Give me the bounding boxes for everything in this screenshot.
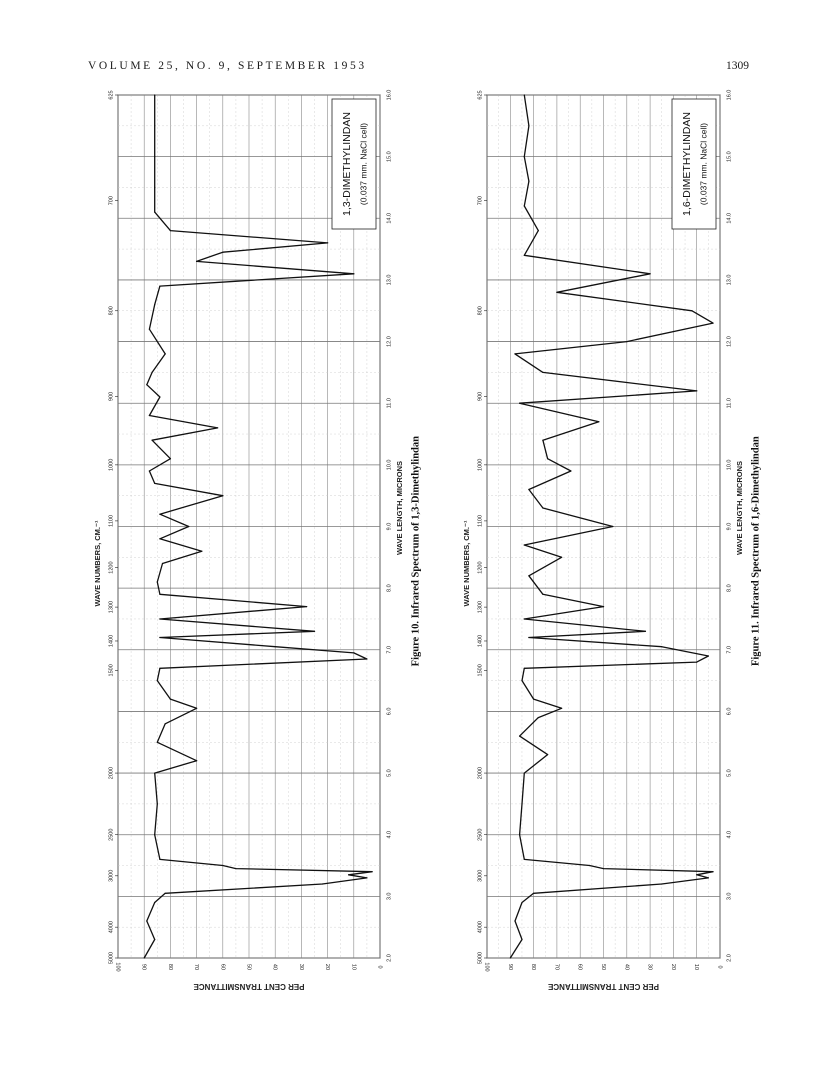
spectrum-point bbox=[159, 859, 160, 860]
spectrum-point bbox=[159, 538, 160, 539]
wavelength-tick-label: 7.0 bbox=[726, 645, 733, 654]
spectrum-point bbox=[547, 458, 548, 459]
spectrum-point bbox=[366, 877, 367, 878]
spectrum-point bbox=[538, 230, 539, 231]
spectrum-point bbox=[154, 939, 155, 940]
wavenumber-tick-label: 4000 bbox=[477, 921, 484, 934]
spectrum-point bbox=[154, 773, 155, 774]
spectrum-point bbox=[165, 723, 166, 724]
spectrum-point bbox=[165, 353, 166, 354]
spectrum-point bbox=[538, 717, 539, 718]
spectrum-point bbox=[524, 205, 525, 206]
spectrum-point bbox=[149, 329, 150, 330]
wavelength-tick-label: 5.0 bbox=[386, 769, 393, 777]
page-number: 1309 bbox=[726, 60, 749, 72]
wavelength-tick-label: 12.0 bbox=[386, 336, 393, 347]
wavelength-tick-label: 3.0 bbox=[386, 892, 393, 901]
spectrum-point bbox=[561, 708, 562, 709]
spectrum-point bbox=[650, 273, 651, 274]
spectrum-point bbox=[222, 865, 223, 866]
transmittance-tick-label: 0 bbox=[716, 965, 723, 969]
wavenumber-tick-label: 3000 bbox=[477, 869, 484, 882]
spectrum-point bbox=[547, 754, 548, 755]
wavenumber-tick-label: 2000 bbox=[108, 766, 115, 780]
transmittance-tick-label: 30 bbox=[646, 963, 653, 971]
wavelength-tick-label: 15.0 bbox=[726, 151, 733, 163]
wavelength-tick-label: 6.0 bbox=[726, 707, 733, 716]
wavelength-tick-label: 14.0 bbox=[726, 212, 733, 224]
spectrum-point bbox=[235, 868, 236, 869]
spectrum-point bbox=[514, 920, 515, 921]
spectrum-point bbox=[661, 883, 662, 884]
transmittance-tick-label: 70 bbox=[553, 963, 560, 971]
spectrum-point bbox=[524, 94, 525, 95]
wavenumber-tick-label: 1100 bbox=[477, 514, 484, 527]
wavenumber-tick-label: 1300 bbox=[477, 600, 484, 614]
spectrum-point bbox=[556, 292, 557, 293]
spectrum-point bbox=[157, 803, 158, 804]
wavenumber-tick-label: 3000 bbox=[108, 869, 115, 882]
spectrum-point bbox=[524, 544, 525, 545]
spectrum-point bbox=[159, 396, 160, 397]
spectrum-point bbox=[222, 495, 223, 496]
spectrum-point bbox=[165, 893, 166, 894]
spectrum-point bbox=[157, 680, 158, 681]
transmittance-tick-label: 70 bbox=[193, 963, 200, 971]
spectrum-point bbox=[322, 883, 323, 884]
spectrum-point bbox=[521, 902, 522, 903]
spectrum-point bbox=[146, 384, 147, 385]
spectrum-point bbox=[159, 618, 160, 619]
spectrum-point bbox=[152, 372, 153, 373]
spectrum-point bbox=[521, 939, 522, 940]
spectrum-point bbox=[524, 618, 525, 619]
spectrum-point bbox=[708, 655, 709, 656]
spectrum-point bbox=[570, 470, 571, 471]
spectrum-point bbox=[626, 341, 627, 342]
spectrum-point bbox=[645, 631, 646, 632]
spectrum-point bbox=[589, 865, 590, 866]
spectrum-point bbox=[524, 859, 525, 860]
spectrum-point bbox=[306, 606, 307, 607]
wavenumber-tick-label: 625 bbox=[108, 90, 115, 100]
spectrum-point bbox=[528, 575, 529, 576]
wavelength-tick-label: 10.0 bbox=[726, 459, 733, 471]
spectrum-point bbox=[521, 680, 522, 681]
wavelength-tick-label: 4.0 bbox=[386, 830, 393, 839]
spectrum-point bbox=[542, 372, 543, 373]
spectrum-point bbox=[712, 323, 713, 324]
wavelength-tick-label: 10.0 bbox=[386, 459, 393, 471]
spectrum-point bbox=[708, 877, 709, 878]
spectrum-point bbox=[372, 871, 373, 872]
wavelength-tick-label: 11.0 bbox=[726, 398, 733, 409]
spectrum-point bbox=[696, 390, 697, 391]
spectrum-point bbox=[524, 156, 525, 157]
spectrum-point bbox=[691, 310, 692, 311]
spectrum-point bbox=[196, 708, 197, 709]
wavenumber-tick-label: 2500 bbox=[477, 828, 484, 841]
spectrum-point bbox=[353, 652, 354, 653]
spectrum-figure-1 bbox=[93, 90, 421, 991]
wavenumber-tick-label: 1000 bbox=[477, 458, 484, 471]
spectrum-point bbox=[149, 415, 150, 416]
spectrum-point bbox=[533, 699, 534, 700]
figure-caption: Figure 10. Infrared Spectrum of 1,3-Dimethylindan bbox=[410, 435, 422, 667]
spectrum-point bbox=[598, 421, 599, 422]
wavenumber-tick-label: 1200 bbox=[477, 561, 484, 574]
transmittance-tick-label: 80 bbox=[166, 963, 173, 971]
spectrum-point bbox=[528, 125, 529, 126]
compound-name: 1,6-DIMETHYLINDAN bbox=[680, 112, 693, 216]
transmittance-tick-label: 90 bbox=[140, 963, 147, 971]
spectrum-point bbox=[170, 458, 171, 459]
spectrum-point bbox=[528, 637, 529, 638]
spectrum-point bbox=[146, 920, 147, 921]
spectrum-point bbox=[154, 483, 155, 484]
spectrum-point bbox=[519, 834, 520, 835]
spectrum-point bbox=[348, 874, 349, 875]
spectrum-point bbox=[366, 658, 367, 659]
spectrum-point bbox=[159, 594, 160, 595]
spectrum-point bbox=[196, 760, 197, 761]
transmittance-tick-label: 60 bbox=[576, 963, 583, 971]
wavenumber-tick-label: 1400 bbox=[477, 634, 484, 648]
transmittance-tick-label: 10 bbox=[693, 963, 700, 971]
spectrum-point bbox=[157, 742, 158, 743]
spectrum-point bbox=[542, 594, 543, 595]
spectrum-point bbox=[170, 699, 171, 700]
spectrum-point bbox=[217, 427, 218, 428]
wavelength-tick-label: 2.0 bbox=[726, 954, 733, 962]
spectrum-point bbox=[159, 514, 160, 515]
transmittance-tick-label: 20 bbox=[324, 963, 331, 971]
spectrum-point bbox=[154, 125, 155, 126]
transmittance-axis-label: PER CENT TRANSMITTANCE bbox=[193, 982, 305, 991]
compound-label-box bbox=[672, 99, 716, 229]
spectrum-point bbox=[661, 646, 662, 647]
wavelength-tick-label: 8.0 bbox=[386, 584, 393, 592]
transmittance-axis-label: PER CENT TRANSMITTANCE bbox=[548, 982, 659, 991]
wavelength-tick-label: 3.0 bbox=[726, 892, 733, 901]
spectrum-point bbox=[542, 507, 543, 508]
spectrum-point bbox=[524, 668, 525, 669]
spectrum-point bbox=[603, 868, 604, 869]
spectrum-point bbox=[353, 273, 354, 274]
transmittance-tick-label: 100 bbox=[114, 962, 121, 972]
transmittance-tick-label: 30 bbox=[297, 963, 304, 971]
spectrum-point bbox=[696, 662, 697, 663]
spectrum-point bbox=[154, 94, 155, 95]
spectrum-point bbox=[514, 353, 515, 354]
spectrum-point bbox=[159, 637, 160, 638]
spectrum-point bbox=[154, 187, 155, 188]
transmittance-tick-label: 20 bbox=[669, 963, 676, 971]
transmittance-tick-label: 50 bbox=[600, 963, 607, 971]
wavelength-tick-label: 14.0 bbox=[386, 212, 393, 224]
spectrum-point bbox=[275, 646, 276, 647]
spectrum-point bbox=[144, 957, 145, 958]
spectrum-point bbox=[201, 551, 202, 552]
wavelength-tick-label: 6.0 bbox=[386, 707, 393, 716]
transmittance-tick-label: 60 bbox=[219, 963, 226, 971]
wavelength-tick-label: 9.0 bbox=[386, 522, 393, 531]
spectrum-point bbox=[314, 631, 315, 632]
journal-volume-line: VOLUME 25, NO. 9, SEPTEMBER 1953 bbox=[88, 60, 367, 72]
spectrum-point bbox=[154, 212, 155, 213]
spectrum-point bbox=[524, 255, 525, 256]
spectrum-point bbox=[170, 230, 171, 231]
wavelength-tick-label: 8.0 bbox=[726, 584, 733, 592]
wavenumber-axis-label: WAVE NUMBERS, CM.⁻¹ bbox=[461, 520, 471, 607]
transmittance-tick-label: 90 bbox=[506, 963, 513, 971]
wavenumber-tick-label: 5000 bbox=[477, 951, 484, 965]
wavelength-tick-label: 5.0 bbox=[726, 769, 733, 777]
cell-description: (0.037 mm. NaCl cell) bbox=[358, 122, 369, 206]
wavelength-tick-label: 13.0 bbox=[726, 274, 733, 286]
wavenumber-tick-label: 1500 bbox=[108, 664, 115, 677]
spectrum-point bbox=[519, 736, 520, 737]
spectrum-point bbox=[521, 803, 522, 804]
transmittance-tick-label: 50 bbox=[245, 963, 252, 971]
spectrum-point bbox=[162, 563, 163, 564]
wavenumber-tick-label: 900 bbox=[108, 391, 115, 401]
spectrum-point bbox=[154, 834, 155, 835]
wavenumber-tick-label: 2500 bbox=[108, 828, 115, 841]
wavenumber-tick-label: 4000 bbox=[108, 921, 115, 934]
compound-name: 1,3-DIMETHYLINDAN bbox=[340, 112, 353, 216]
wavelength-tick-label: 9.0 bbox=[726, 522, 733, 531]
wavenumber-tick-label: 800 bbox=[108, 306, 115, 316]
transmittance-tick-label: 40 bbox=[271, 963, 278, 971]
wavenumber-tick-label: 5000 bbox=[108, 951, 115, 965]
spectrum-point bbox=[712, 871, 713, 872]
spectrum-point bbox=[696, 874, 697, 875]
wavenumber-tick-label: 700 bbox=[477, 196, 484, 206]
wavelength-tick-label: 12.0 bbox=[726, 336, 733, 347]
compound-label-box bbox=[332, 99, 376, 229]
wavenumber-tick-label: 1000 bbox=[108, 458, 115, 471]
wavelength-tick-label: 13.0 bbox=[386, 274, 393, 286]
wavenumber-tick-label: 1100 bbox=[108, 514, 115, 527]
wavenumber-tick-label: 625 bbox=[477, 90, 484, 100]
figure-caption: Figure 11. Infrared Spectrum of 1,6-Dimethylindan bbox=[750, 436, 762, 667]
spectrum-point bbox=[154, 304, 155, 305]
spectrum-point bbox=[222, 252, 223, 253]
wavenumber-tick-label: 900 bbox=[477, 391, 484, 401]
transmittance-tick-label: 0 bbox=[376, 965, 383, 969]
spectrum-point bbox=[533, 893, 534, 894]
wavenumber-tick-label: 1200 bbox=[108, 561, 115, 574]
spectrum-point bbox=[510, 957, 511, 958]
transmittance-tick-label: 80 bbox=[530, 963, 537, 971]
wavelength-axis-label: WAVE LENGTH, MICRONS bbox=[394, 460, 404, 556]
wavenumber-tick-label: 800 bbox=[477, 306, 484, 316]
spectrum-point bbox=[528, 181, 529, 182]
spectrum-point bbox=[603, 606, 604, 607]
spectrum-point bbox=[149, 470, 150, 471]
spectrum-point bbox=[561, 557, 562, 558]
spectrum-point bbox=[157, 581, 158, 582]
cell-description: (0.037 mm. NaCl cell) bbox=[698, 122, 709, 206]
wavelength-tick-label: 7.0 bbox=[386, 645, 393, 654]
spectrum-point bbox=[528, 489, 529, 490]
spectrum-point bbox=[188, 526, 189, 527]
wavenumber-axis-label: WAVE NUMBERS, CM.⁻¹ bbox=[92, 520, 102, 607]
wavelength-tick-label: 11.0 bbox=[386, 398, 393, 409]
wavelength-tick-label: 15.0 bbox=[386, 151, 393, 163]
wavelength-tick-label: 4.0 bbox=[726, 830, 733, 839]
wavenumber-tick-label: 2000 bbox=[477, 766, 484, 780]
spectrum-point bbox=[152, 440, 153, 441]
wavelength-axis-label: WAVE LENGTH, MICRONS bbox=[734, 460, 744, 556]
wavelength-tick-label: 16.0 bbox=[726, 89, 733, 101]
spectrum-point bbox=[542, 440, 543, 441]
wavelength-tick-label: 2.0 bbox=[386, 954, 393, 962]
spectrum-point bbox=[327, 242, 328, 243]
spectrum-figure-2 bbox=[462, 90, 761, 991]
wavenumber-tick-label: 700 bbox=[108, 196, 115, 206]
wavenumber-tick-label: 1300 bbox=[108, 600, 115, 614]
wavelength-tick-label: 16.0 bbox=[386, 89, 393, 101]
transmittance-tick-label: 10 bbox=[350, 963, 357, 971]
spectrum-point bbox=[612, 526, 613, 527]
spectrum-point bbox=[154, 902, 155, 903]
spectrum-point bbox=[524, 773, 525, 774]
spectrum-point bbox=[159, 286, 160, 287]
spectrum-point bbox=[159, 668, 160, 669]
transmittance-tick-label: 100 bbox=[483, 962, 490, 972]
wavenumber-tick-label: 1500 bbox=[477, 664, 484, 677]
spectrum-point bbox=[154, 156, 155, 157]
wavenumber-tick-label: 1400 bbox=[108, 634, 115, 648]
spectrum-point bbox=[196, 261, 197, 262]
transmittance-tick-label: 40 bbox=[623, 963, 630, 971]
spectrum-point bbox=[519, 403, 520, 404]
